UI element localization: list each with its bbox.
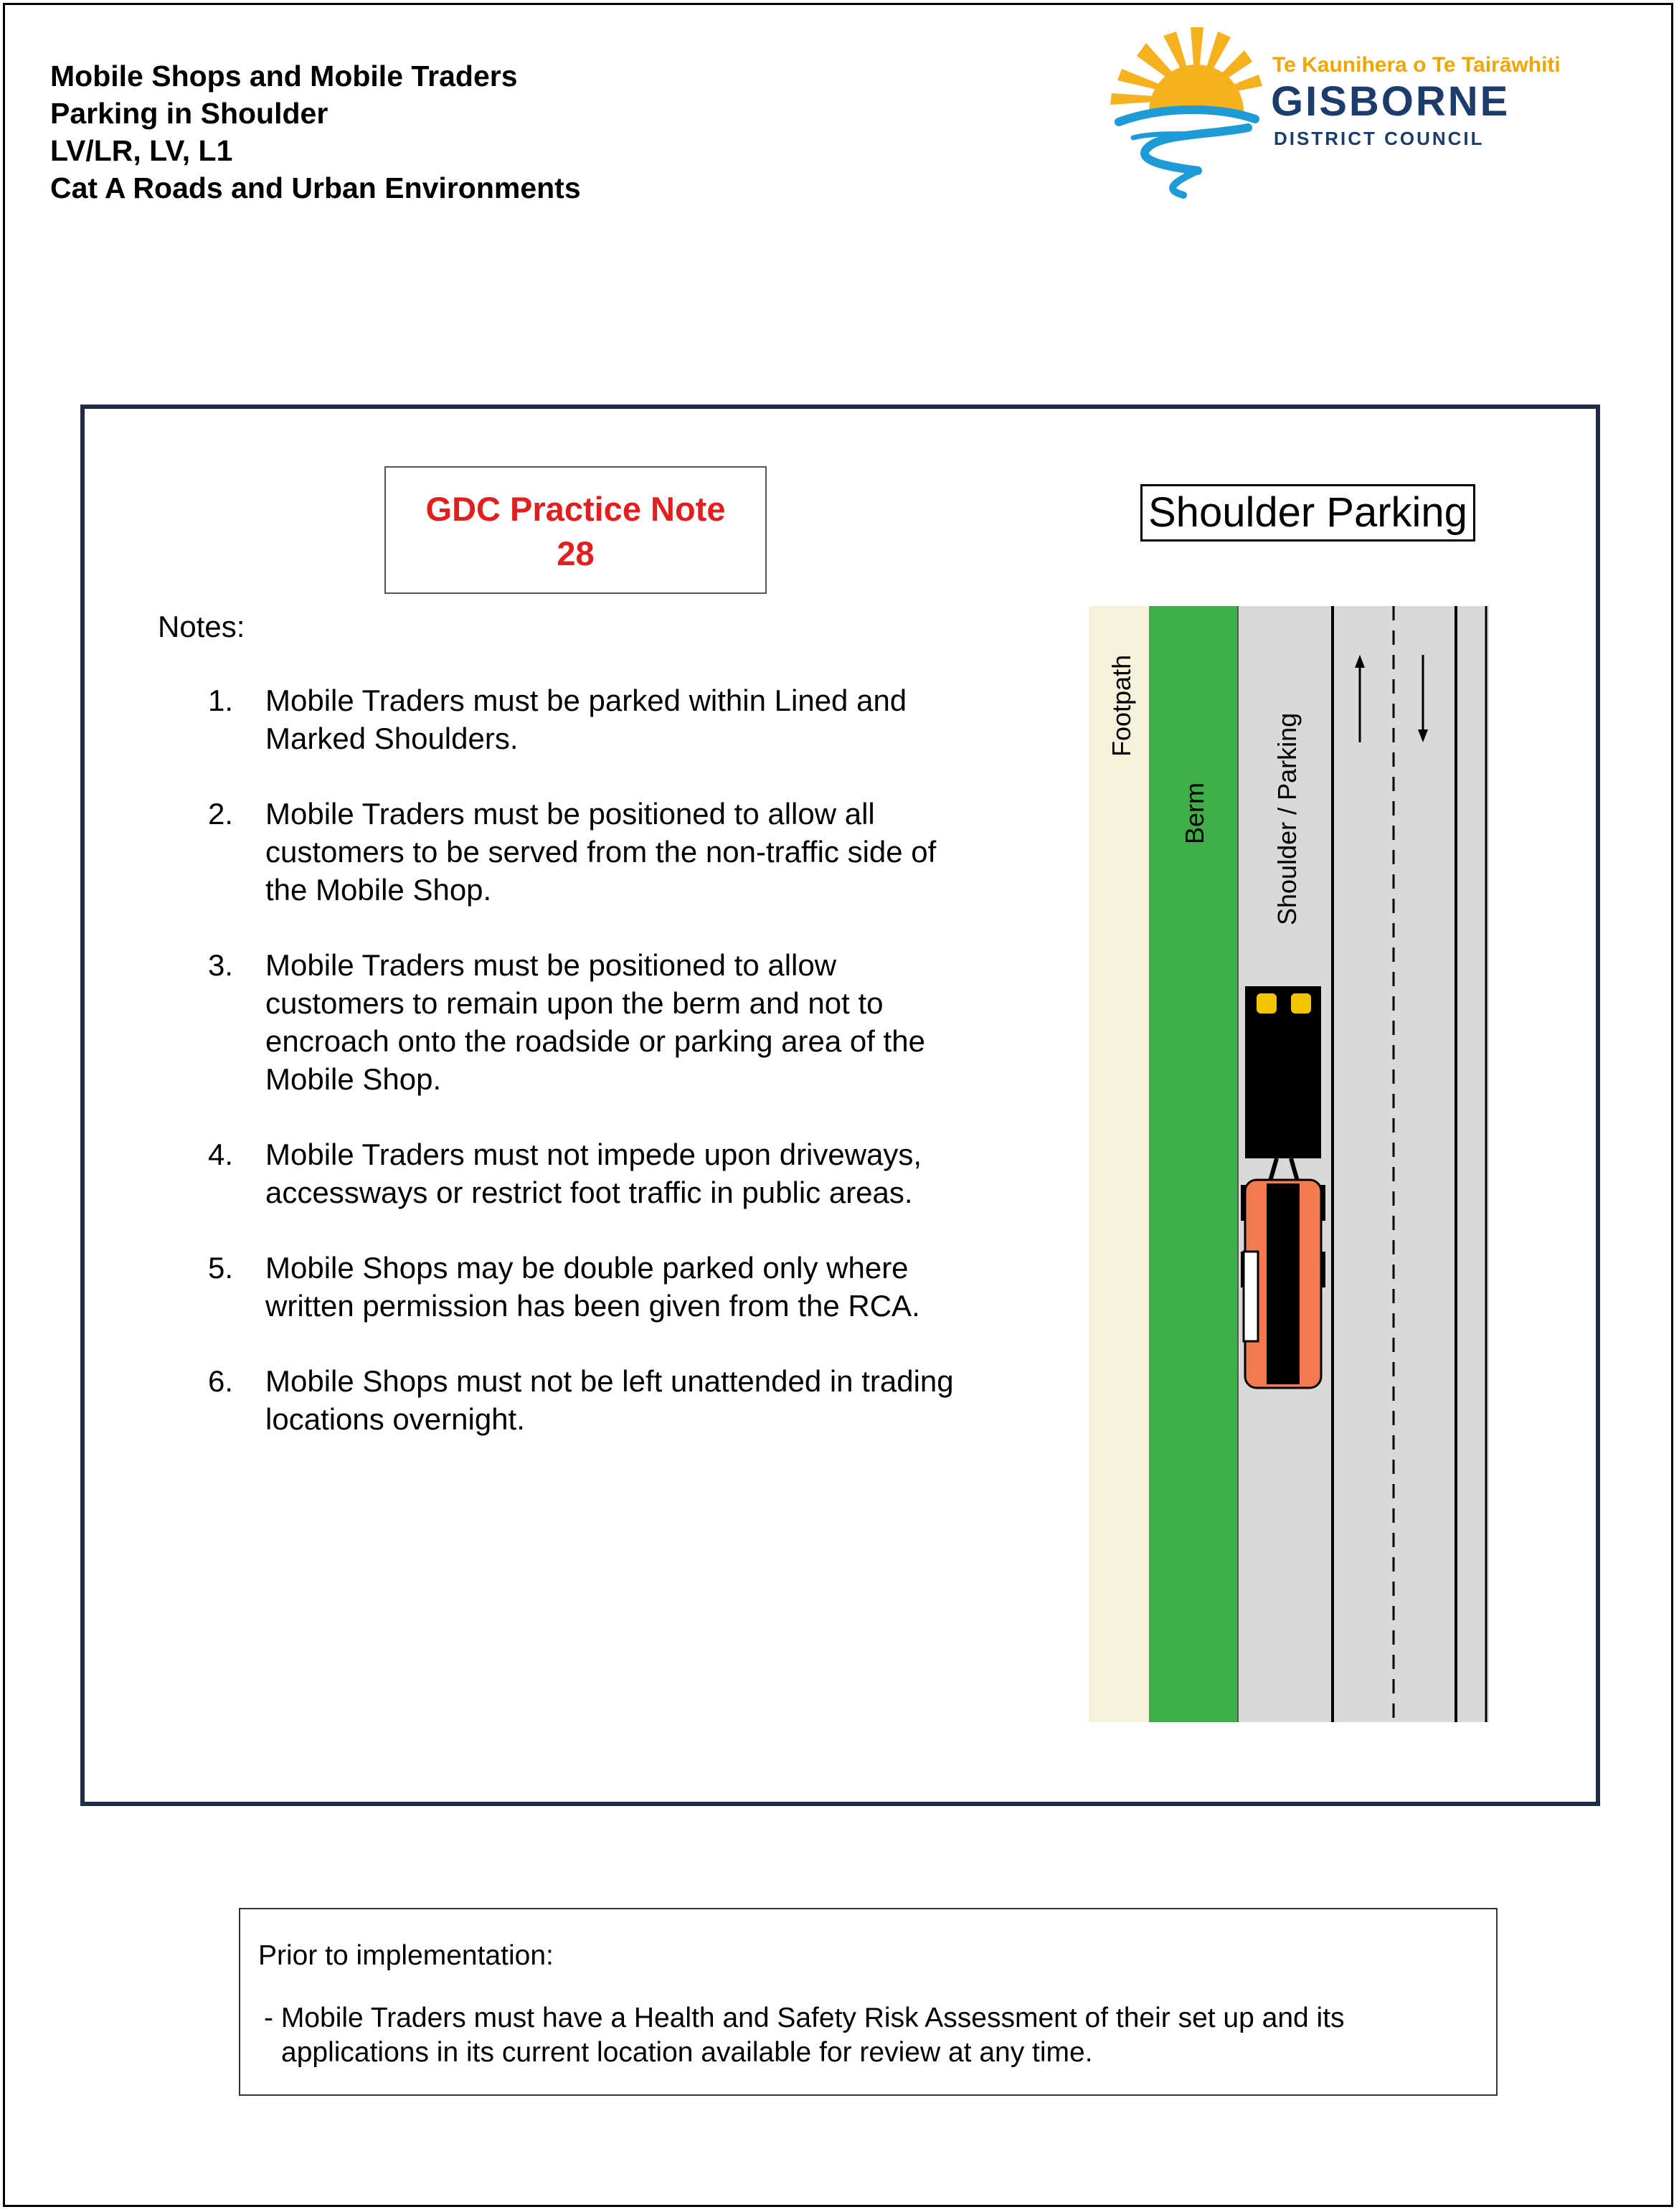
note-item bbox=[208, 795, 975, 909]
footer-line-2: applications in its current location available for review at any time. bbox=[281, 2037, 1093, 2068]
logo-subname: DISTRICT COUNCIL bbox=[1274, 128, 1485, 149]
note-item bbox=[208, 946, 975, 1098]
shoulder-parking-label: Shoulder / Parking bbox=[1272, 712, 1302, 925]
practice-note-number: 28 bbox=[557, 534, 595, 572]
footer-heading: Prior to implementation: bbox=[258, 1940, 554, 1971]
notes-list bbox=[208, 681, 975, 1475]
footer-line-1: - Mobile Traders must have a Health and Safety Risk Assessment of their set up and its bbox=[264, 2003, 1345, 2033]
shoulder-parking-diagram bbox=[1089, 606, 1490, 1725]
note-number: 1. bbox=[208, 684, 234, 717]
note-text: Mobile Traders must not impede upon driveways, accessways or restrict foot traffic in public areas. bbox=[265, 1138, 922, 1209]
note-text: Mobile Traders must be parked within Lined and Marked Shoulders. bbox=[265, 684, 907, 755]
tow-vehicle bbox=[1241, 1180, 1325, 1388]
footpath-label: Footpath bbox=[1107, 654, 1136, 757]
note-number: 6. bbox=[208, 1364, 234, 1398]
title-line-2: Parking in Shoulder bbox=[50, 97, 328, 130]
notes-heading: Notes: bbox=[158, 610, 245, 643]
mobile-shop-trailer bbox=[1245, 986, 1321, 1183]
practice-note-box bbox=[384, 466, 767, 594]
note-number: 5. bbox=[208, 1251, 234, 1285]
note-text: Mobile Shops may be double parked only where written permission has been given from the RCA. bbox=[265, 1251, 920, 1323]
berm-label: Berm bbox=[1180, 782, 1209, 844]
footer-text bbox=[264, 2001, 1476, 2070]
gisborne-logo bbox=[1105, 27, 1571, 199]
logo-tagline: Te Kaunihera o Te Tairāwhiti bbox=[1272, 53, 1561, 77]
note-text: Mobile Traders must be positioned to allow all customers to be served from the non-traffic side of the Mobile Shop. bbox=[265, 797, 937, 907]
note-number: 3. bbox=[208, 948, 234, 982]
document-title bbox=[50, 57, 581, 207]
title-line-1: Mobile Shops and Mobile Traders bbox=[50, 60, 518, 93]
note-number: 4. bbox=[208, 1138, 234, 1171]
note-item bbox=[208, 1249, 975, 1325]
note-text: Mobile Shops must not be left unattended in trading locations overnight. bbox=[265, 1364, 954, 1436]
title-line-4: Cat A Roads and Urban Environments bbox=[50, 171, 581, 204]
footpath-strip bbox=[1089, 606, 1149, 1722]
berm-strip bbox=[1149, 606, 1238, 1722]
note-number: 2. bbox=[208, 797, 234, 831]
note-item bbox=[208, 1362, 975, 1438]
note-item bbox=[208, 681, 975, 757]
diagram-title: Shoulder Parking bbox=[1140, 484, 1475, 542]
sun-river-logo-icon bbox=[1105, 27, 1269, 199]
trailer-light-right-icon bbox=[1291, 993, 1311, 1013]
practice-note-title: GDC Practice Note bbox=[425, 490, 726, 528]
note-text: Mobile Traders must be positioned to allow customers to remain upon the berm and not to encroach onto the roadside or parking area of the Mobile Shop. bbox=[265, 948, 925, 1096]
note-item bbox=[208, 1135, 975, 1211]
trailer-light-left-icon bbox=[1257, 993, 1277, 1013]
title-line-3: LV/LR, LV, L1 bbox=[50, 134, 233, 167]
logo-name: GISBORNE bbox=[1271, 78, 1510, 125]
